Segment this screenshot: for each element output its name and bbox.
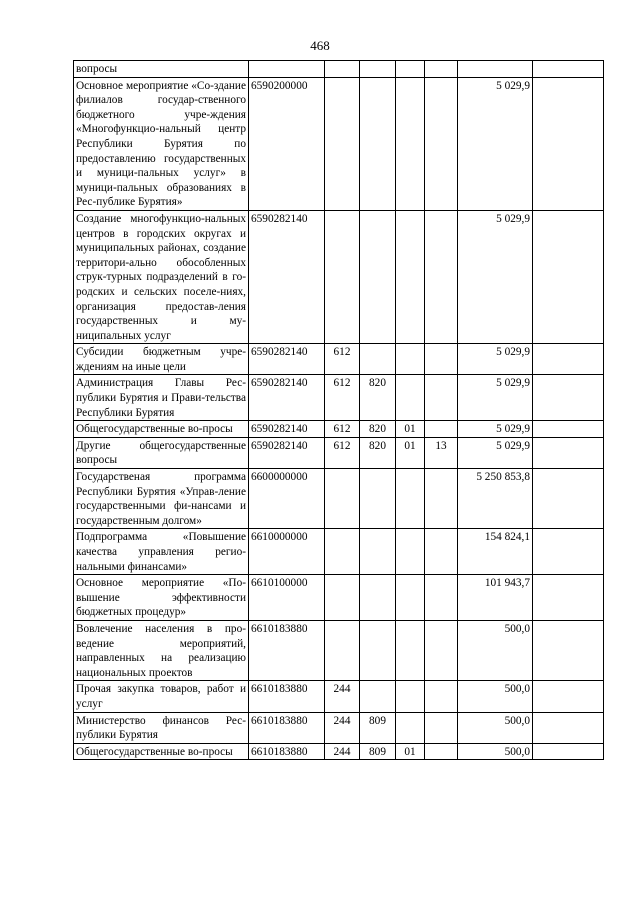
amount-cell: 500,0 — [458, 712, 533, 743]
extra-amount-cell — [533, 375, 604, 421]
extra-amount-cell — [533, 210, 604, 343]
table-row — [74, 469, 604, 529]
administrator-code-cell: 809 — [360, 712, 396, 743]
section-code-cell — [396, 681, 425, 712]
expense-type-cell: 244 — [325, 712, 360, 743]
section-code-cell: 01 — [396, 437, 425, 468]
item-name-cell: Другие общегосударственные вопросы — [74, 437, 249, 468]
administrator-code-cell: 820 — [360, 437, 396, 468]
page-number: 468 — [310, 38, 330, 53]
target-code-cell: 6610183880 — [249, 712, 325, 743]
administrator-code-cell — [360, 210, 396, 343]
expense-type-cell: 612 — [325, 421, 360, 438]
target-code-cell: 6610183880 — [249, 743, 325, 760]
extra-amount-cell — [533, 620, 604, 680]
subsection-code-cell — [425, 77, 458, 210]
item-name-cell: Субсидии бюджетным учре-ждениям на иные цели — [74, 344, 249, 375]
expense-type-cell — [325, 77, 360, 210]
target-code-cell: 6590282140 — [249, 437, 325, 468]
administrator-code-cell — [360, 620, 396, 680]
expense-type-cell: 244 — [325, 681, 360, 712]
table-row — [74, 575, 604, 621]
subsection-code-cell — [425, 575, 458, 621]
section-code-cell — [396, 375, 425, 421]
table-row — [74, 529, 604, 575]
amount-cell — [458, 61, 533, 78]
administrator-code-cell — [360, 575, 396, 621]
item-name-cell: Общегосударственные во-просы — [74, 743, 249, 760]
amount-cell: 500,0 — [458, 743, 533, 760]
amount-cell: 5 029,9 — [458, 437, 533, 468]
item-name-cell: Администрация Главы Рес-публики Бурятия и Прави-тельства Республики Бурятия — [74, 375, 249, 421]
extra-amount-cell — [533, 77, 604, 210]
item-name-cell: Основное мероприятие «По-вышение эффективности бюджетных процедур» — [74, 575, 249, 621]
expense-type-cell — [325, 469, 360, 529]
subsection-code-cell: 13 — [425, 437, 458, 468]
expense-type-cell — [325, 529, 360, 575]
item-name-cell: вопросы — [74, 61, 249, 78]
subsection-code-cell — [425, 375, 458, 421]
target-code-cell: 6610100000 — [249, 575, 325, 621]
table-row — [74, 61, 604, 78]
extra-amount-cell — [533, 61, 604, 78]
subsection-code-cell — [425, 344, 458, 375]
subsection-code-cell — [425, 620, 458, 680]
expense-type-cell: 612 — [325, 437, 360, 468]
section-code-cell — [396, 77, 425, 210]
administrator-code-cell: 820 — [360, 421, 396, 438]
item-name-cell: Прочая закупка товаров, работ и услуг — [74, 681, 249, 712]
section-code-cell — [396, 61, 425, 78]
extra-amount-cell — [533, 681, 604, 712]
extra-amount-cell — [533, 437, 604, 468]
administrator-code-cell — [360, 77, 396, 210]
administrator-code-cell: 820 — [360, 375, 396, 421]
table-row — [74, 77, 604, 210]
amount-cell: 5 029,9 — [458, 421, 533, 438]
extra-amount-cell — [533, 575, 604, 621]
section-code-cell — [396, 210, 425, 343]
section-code-cell — [396, 620, 425, 680]
subsection-code-cell — [425, 469, 458, 529]
extra-amount-cell — [533, 469, 604, 529]
amount-cell: 101 943,7 — [458, 575, 533, 621]
extra-amount-cell — [533, 712, 604, 743]
table-row — [74, 421, 604, 438]
administrator-code-cell — [360, 344, 396, 375]
subsection-code-cell — [425, 529, 458, 575]
section-code-cell — [396, 529, 425, 575]
administrator-code-cell — [360, 61, 396, 78]
budget-table — [73, 60, 604, 760]
amount-cell: 5 029,9 — [458, 77, 533, 210]
amount-cell: 154 824,1 — [458, 529, 533, 575]
target-code-cell: 6590282140 — [249, 210, 325, 343]
amount-cell: 500,0 — [458, 681, 533, 712]
table-row — [74, 375, 604, 421]
target-code-cell: 6590282140 — [249, 344, 325, 375]
table-row — [74, 437, 604, 468]
extra-amount-cell — [533, 421, 604, 438]
administrator-code-cell: 809 — [360, 743, 396, 760]
section-code-cell — [396, 344, 425, 375]
target-code-cell: 6610183880 — [249, 620, 325, 680]
extra-amount-cell — [533, 743, 604, 760]
subsection-code-cell — [425, 61, 458, 78]
section-code-cell — [396, 712, 425, 743]
expense-type-cell: 612 — [325, 344, 360, 375]
table-row — [74, 712, 604, 743]
expense-type-cell — [325, 210, 360, 343]
administrator-code-cell — [360, 469, 396, 529]
subsection-code-cell — [425, 712, 458, 743]
expense-type-cell — [325, 61, 360, 78]
item-name-cell: Министерство финансов Рес-публики Бурятия — [74, 712, 249, 743]
amount-cell: 5 250 853,8 — [458, 469, 533, 529]
item-name-cell: Вовлечение населения в про-ведение мероприятий, направленных на реализацию национальных проектов — [74, 620, 249, 680]
target-code-cell: 6610000000 — [249, 529, 325, 575]
administrator-code-cell — [360, 529, 396, 575]
section-code-cell: 01 — [396, 421, 425, 438]
extra-amount-cell — [533, 344, 604, 375]
table-row — [74, 620, 604, 680]
extra-amount-cell — [533, 529, 604, 575]
table-row — [74, 210, 604, 343]
target-code-cell: 6600000000 — [249, 469, 325, 529]
subsection-code-cell — [425, 743, 458, 760]
table-row — [74, 344, 604, 375]
subsection-code-cell — [425, 681, 458, 712]
table-row — [74, 681, 604, 712]
budget-table-body — [74, 61, 604, 760]
section-code-cell — [396, 469, 425, 529]
expense-type-cell: 612 — [325, 375, 360, 421]
amount-cell: 5 029,9 — [458, 210, 533, 343]
target-code-cell: 6590282140 — [249, 421, 325, 438]
amount-cell: 5 029,9 — [458, 344, 533, 375]
section-code-cell — [396, 575, 425, 621]
item-name-cell: Подпрограмма «Повышение качества управления регио-нальными финансами» — [74, 529, 249, 575]
item-name-cell: Основное мероприятие «Со-здание филиалов государ-ственного бюджетного учре-ждения «Многофункцио-нальный центр Республики Бурятия по предоставлению государственных и муници-пальных услуг» в муници-пальных образованиях в Рес-публике Бурятия» — [74, 77, 249, 210]
target-code-cell: 6590200000 — [249, 77, 325, 210]
section-code-cell: 01 — [396, 743, 425, 760]
target-code-cell: 6610183880 — [249, 681, 325, 712]
expense-type-cell: 244 — [325, 743, 360, 760]
administrator-code-cell — [360, 681, 396, 712]
item-name-cell: Создание многофункцио-нальных центров в городских округах и муниципальных районах, создание территори-ально обособленных струк-турных подразделений в го-родских и сельских поселе-ниях, организация предостав-ления государственных и му-ниципальных услуг — [74, 210, 249, 343]
subsection-code-cell — [425, 421, 458, 438]
expense-type-cell — [325, 575, 360, 621]
amount-cell: 5 029,9 — [458, 375, 533, 421]
item-name-cell: Общегосударственные во-просы — [74, 421, 249, 438]
table-row — [74, 743, 604, 760]
expense-type-cell — [325, 620, 360, 680]
subsection-code-cell — [425, 210, 458, 343]
target-code-cell: 6590282140 — [249, 375, 325, 421]
item-name-cell: Государственая программа Республики Бурятия «Управ-ление государственными фи-нансами и государственным долгом» — [74, 469, 249, 529]
amount-cell: 500,0 — [458, 620, 533, 680]
target-code-cell — [249, 61, 325, 78]
